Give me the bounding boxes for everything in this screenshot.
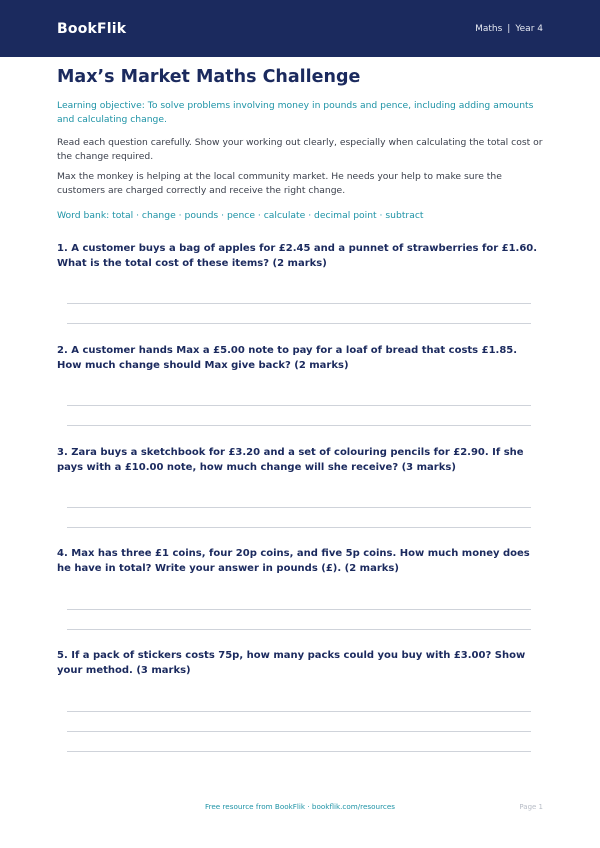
footer-credit[interactable]: Free resource from BookFlik · bookflik.com/resources (204, 802, 396, 811)
question-5: 5. If a pack of stickers costs 75p, how many packs could you buy with £3.00? Show your method. (3 marks) (57, 650, 526, 676)
brand-logo-text: BookFlik (57, 20, 127, 37)
answer-line[interactable] (67, 405, 531, 406)
subject-year-label (475, 24, 543, 34)
question-4: 4. Max has three £1 coins, four 20p coins, and five 5p coins. How much money does he have in total? Write your answer in pounds (£). (2 marks) (57, 548, 530, 574)
answer-line[interactable] (67, 711, 531, 712)
instructions-text: Read each question carefully. Show your working out clearly, especially when calculating the total cost or the change required. (57, 137, 543, 162)
intro-text: Max the monkey is helping at the local community market. He needs your help to make sure the customers are charged correctly and receive the right change. (57, 171, 502, 196)
word-bank: Word bank: total · change · pounds · pence · calculate · decimal point · subtract (57, 210, 424, 221)
answer-line[interactable] (67, 751, 531, 752)
subject-label: Maths (475, 23, 503, 34)
answer-line[interactable] (67, 629, 531, 630)
question-1: 1. A customer buys a bag of apples for £2.45 and a punnet of strawberries for £1.60. What is the total cost of these items? (2 marks) (57, 243, 538, 269)
answer-line[interactable] (67, 425, 531, 426)
answer-line[interactable] (67, 323, 531, 324)
answer-line[interactable] (67, 507, 531, 508)
question-2: 2. A customer hands Max a £5.00 note to pay for a loaf of bread that costs £1.85. How much change should Max give back? (2 marks) (57, 345, 518, 371)
answer-line[interactable] (67, 303, 531, 304)
answer-line[interactable] (67, 527, 531, 528)
year-label: Year 4 (515, 23, 543, 34)
worksheet-title: Max’s Market Maths Challenge (57, 67, 361, 87)
answer-line[interactable] (67, 609, 531, 610)
learning-objective: Learning objective: To solve problems involving money in pounds and pence, including adding amounts and calculating change. (57, 100, 534, 125)
question-3: 3. Zara buys a sketchbook for £3.20 and a set of colouring pencils for £2.90. If she pays with a £10.00 note, how much change will she receive? (3 marks) (57, 447, 524, 473)
page-header (0, 0, 600, 57)
answer-line[interactable] (67, 731, 531, 732)
meta-separator: | (507, 23, 511, 34)
page-number: Page 1 (519, 803, 543, 811)
